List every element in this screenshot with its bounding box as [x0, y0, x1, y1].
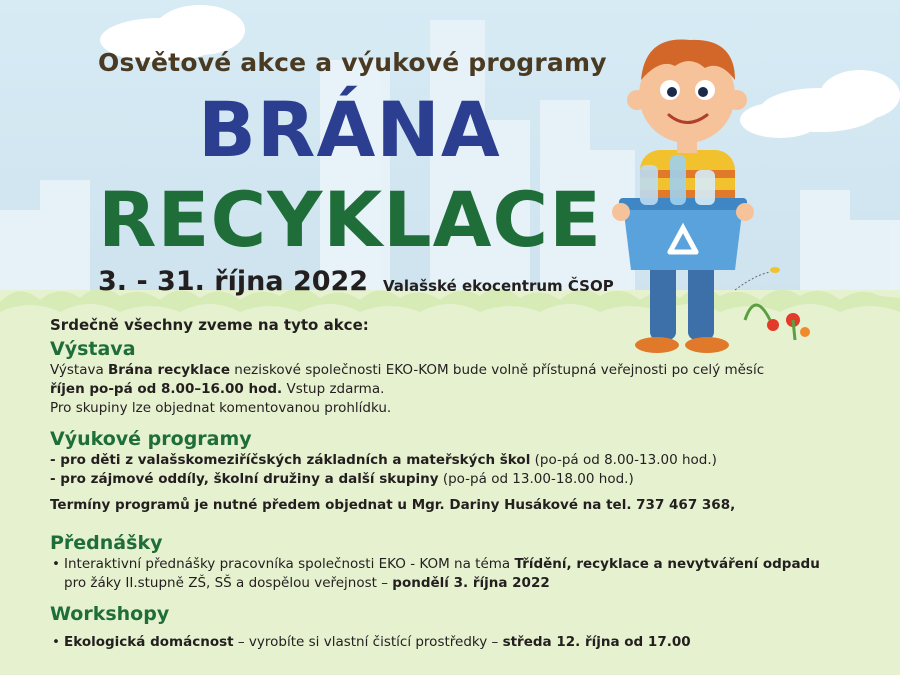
boy-with-recycling-bin-illustration	[595, 20, 865, 360]
title-line-1: BRÁNA	[198, 85, 501, 174]
section-heading-workshopy: Workshopy	[50, 603, 170, 625]
section-heading-programy: Výukové programy	[50, 428, 252, 450]
section-programy	[50, 427, 870, 515]
vystava-line-2: říjen po-pá od 8.00–16.00 hod. Vstup zdarma.	[50, 381, 385, 397]
vystava-line-1: Výstava Brána recyklace neziskové společnosti EKO-KOM bude volně přístupná veřejnosti po celý měsíc	[50, 362, 765, 378]
section-heading-prednasky: Přednášky	[50, 532, 163, 554]
event-date: 3. - 31. října 2022	[98, 266, 369, 297]
program-item-1: - pro děti z valašskomeziříčských základních a mateřských škol (po-pá od 8.00-13.00 hod.)	[50, 452, 717, 468]
title-line-2: RECYKLACE	[98, 175, 603, 264]
program-note: Termíny programů je nutné předem objednat u Mgr. Dariny Husákové na tel. 737 467 368,	[50, 497, 736, 513]
vystava-line-3: Pro skupiny lze objednat komentovanou prohlídku.	[50, 400, 392, 416]
section-prednasky	[50, 531, 870, 593]
prednasky-item-1: • Interaktivní přednášky pracovníka společnosti EKO - KOM na téma Třídění, recyklace a nevytváření odpadu	[50, 555, 870, 574]
event-content	[50, 316, 870, 661]
section-workshopy	[50, 602, 870, 652]
invitation-text: Srdečně všechny zveme na tyto akce:	[50, 316, 369, 334]
prednasky-item-1-continued: pro žáky II.stupně ZŠ, SŠ a dospělou veřejnost – pondělí 3. října 2022	[64, 575, 550, 591]
section-vystava	[50, 337, 870, 418]
program-item-2: - pro zájmové oddíly, školní družiny a další skupiny (po-pá od 13.00-18.00 hod.)	[50, 471, 634, 487]
subtitle: Osvětové akce a výukové programy	[98, 48, 607, 77]
workshop-item-1: • Ekologická domácnost – vyrobíte si vlastní čistící prostředky – středa 12. října od 17.00	[50, 633, 870, 652]
section-heading-vystava: Výstava	[50, 338, 136, 360]
organizer: Valašské ekocentrum ČSOP	[383, 277, 614, 295]
